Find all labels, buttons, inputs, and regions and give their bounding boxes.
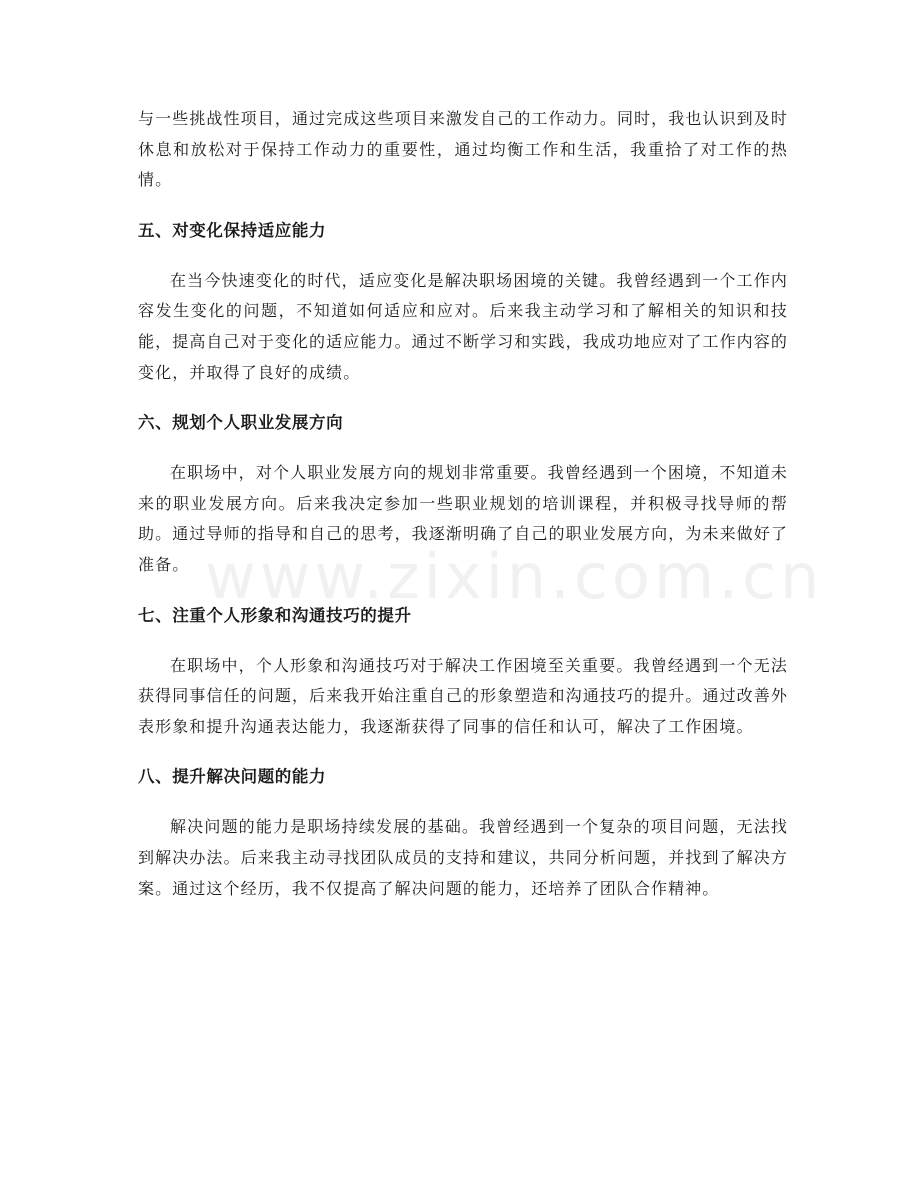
section-heading-5: 五、对变化保持适应能力	[138, 220, 327, 240]
intro-paragraph: 与一些挑战性项目，通过完成这些项目来激发自己的工作动力。同时，我也认识到及时休息和放松对于保持工作动力的重要性，通过均衡工作和生活，我重拾了对工作的热情。	[138, 109, 788, 190]
section-heading-7: 七、注重个人形象和沟通技巧的提升	[138, 605, 412, 625]
watermark: www.zixin.com.cn	[205, 540, 824, 613]
section-heading-8: 八、提升解决问题的能力	[138, 767, 327, 787]
section-body-6: 在职场中，对个人职业发展方向的规划非常重要。我曾经遇到一个困境，不知道未来的职业发展方向。后来我决定参加一些职业规划的培训课程，并积极寻找导师的帮助。通过导师的指导和自己的思考，我逐渐明确了自己的职业发展方向，为未来做好了准备。	[138, 463, 788, 574]
section-body-7: 在职场中，个人形象和沟通技巧对于解决工作困境至关重要。我曾经遇到一个无法获得同事信任的问题，后来我开始注重自己的形象塑造和沟通技巧的提升。通过改善外表形象和提升沟通表达能力，我逐渐获得了同事的信任和认可，解决了工作困境。	[138, 655, 788, 736]
document-content	[138, 104, 788, 904]
section-heading-6: 六、规划个人职业发展方向	[138, 413, 344, 433]
section-body-8: 解决问题的能力是职场持续发展的基础。我曾经遇到一个复杂的项目问题，无法找到解决办法。后来我主动寻找团队成员的支持和建议，共同分析问题，并找到了解决方案。通过这个经历，我不仅提高了解决问题的能力，还培养了团队合作精神。	[138, 817, 788, 898]
section-body-5: 在当今快速变化的时代，适应变化是解决职场困境的关键。我曾经遇到一个工作内容发生变化的问题，不知道如何适应和应对。后来我主动学习和了解相关的知识和技能，提高自己对于变化的适应能力。通过不断学习和实践，我成功地应对了工作内容的变化，并取得了良好的成绩。	[138, 270, 788, 382]
